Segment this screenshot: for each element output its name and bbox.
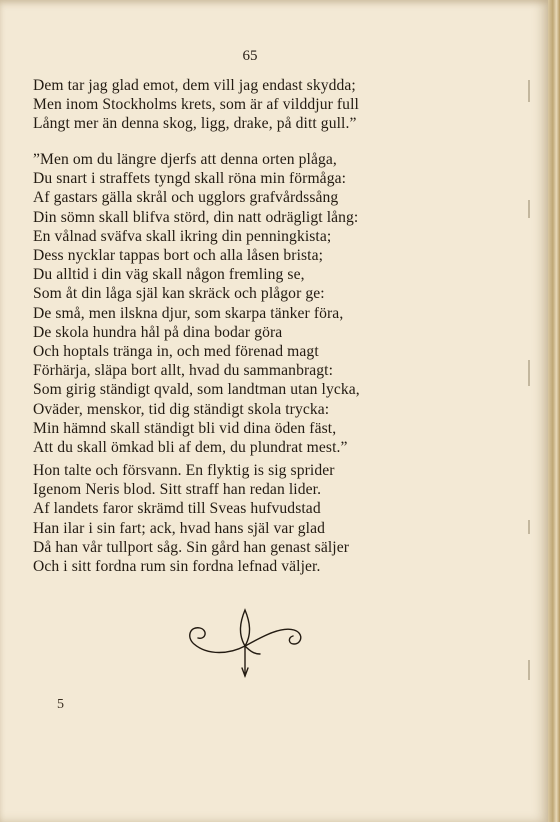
page-number: 65 bbox=[242, 48, 258, 64]
verse-line: Din sömn skall blifva störd, din natt odrägligt lång: bbox=[33, 208, 359, 226]
verse-line: Som åt din låga själ kan skräck och plågor ge: bbox=[33, 285, 325, 303]
verse-line: De små, men ilskna djur, som skarpa tänker föra, bbox=[33, 304, 344, 322]
verse-line: Igenom Neris blod. Sitt straff han redan lider. bbox=[33, 481, 322, 499]
verse-line: Du snart i straffets tyngd skall röna min förmåga: bbox=[33, 170, 347, 188]
verse-line: Oväder, menskor, tid dig ständigt skola trycka: bbox=[33, 400, 330, 418]
book-fore-edge bbox=[548, 0, 560, 822]
verse-line: Men inom Stockholms krets, som är af vilddjur full bbox=[33, 96, 359, 114]
verse-line: Och i sitt fordna rum sin fordna lefnad väljer. bbox=[33, 558, 321, 576]
flourish-ornament-icon bbox=[180, 604, 310, 684]
verse-line: ”Men om du längre djerfs att denna orten plåga, bbox=[33, 151, 337, 168]
verse-line: Långt mer än denna skog, ligg, drake, på ditt gull.” bbox=[33, 115, 357, 133]
verse-line: De skola hundra hål på dina bodar göra bbox=[33, 323, 283, 341]
verse-line: Då han vår tullport såg. Sin gård han genast säljer bbox=[33, 538, 350, 556]
verse-line: Att du skall ömkad bli af dem, du plundrat mest.” bbox=[33, 439, 348, 457]
verse-line: Och hoptals tränga in, och med förenad magt bbox=[33, 343, 319, 361]
verse-line: En vålnad sväfva skall ikring din penningkista; bbox=[33, 227, 332, 245]
stanza-2 bbox=[33, 150, 360, 457]
verse-line: Dess nycklar tappas bort och alla låsen brista; bbox=[33, 247, 324, 265]
stanza-1 bbox=[33, 76, 359, 134]
verse-line: Dem tar jag glad emot, dem vill jag endast skydda; bbox=[33, 77, 356, 94]
signature-mark: 5 bbox=[57, 697, 64, 712]
verse-line: Du alltid i din väg skall någon fremling se, bbox=[33, 266, 305, 284]
verse-line: Han ilar i sin fart; ack, hvad hans själ var glad bbox=[33, 519, 325, 537]
verse-line: Af landets faror skrämd till Sveas hufvudstad bbox=[33, 500, 321, 518]
verse-line: Förhärja, släpa bort allt, hvad du sammanbragt: bbox=[33, 362, 334, 380]
verse-line: Hon talte och försvann. En flyktig is sig sprider bbox=[33, 462, 335, 479]
verse-line: Min hämnd skall ständigt bli vid dina öden fäst, bbox=[33, 419, 337, 437]
verse-line: Af gastars gälla skrål och ugglors grafvårdssång bbox=[33, 189, 339, 207]
stanza-3 bbox=[33, 461, 349, 576]
verse-line: Som girig ständigt qvald, som landtman utan lycka, bbox=[33, 381, 360, 399]
page-edge-wear bbox=[528, 60, 534, 760]
